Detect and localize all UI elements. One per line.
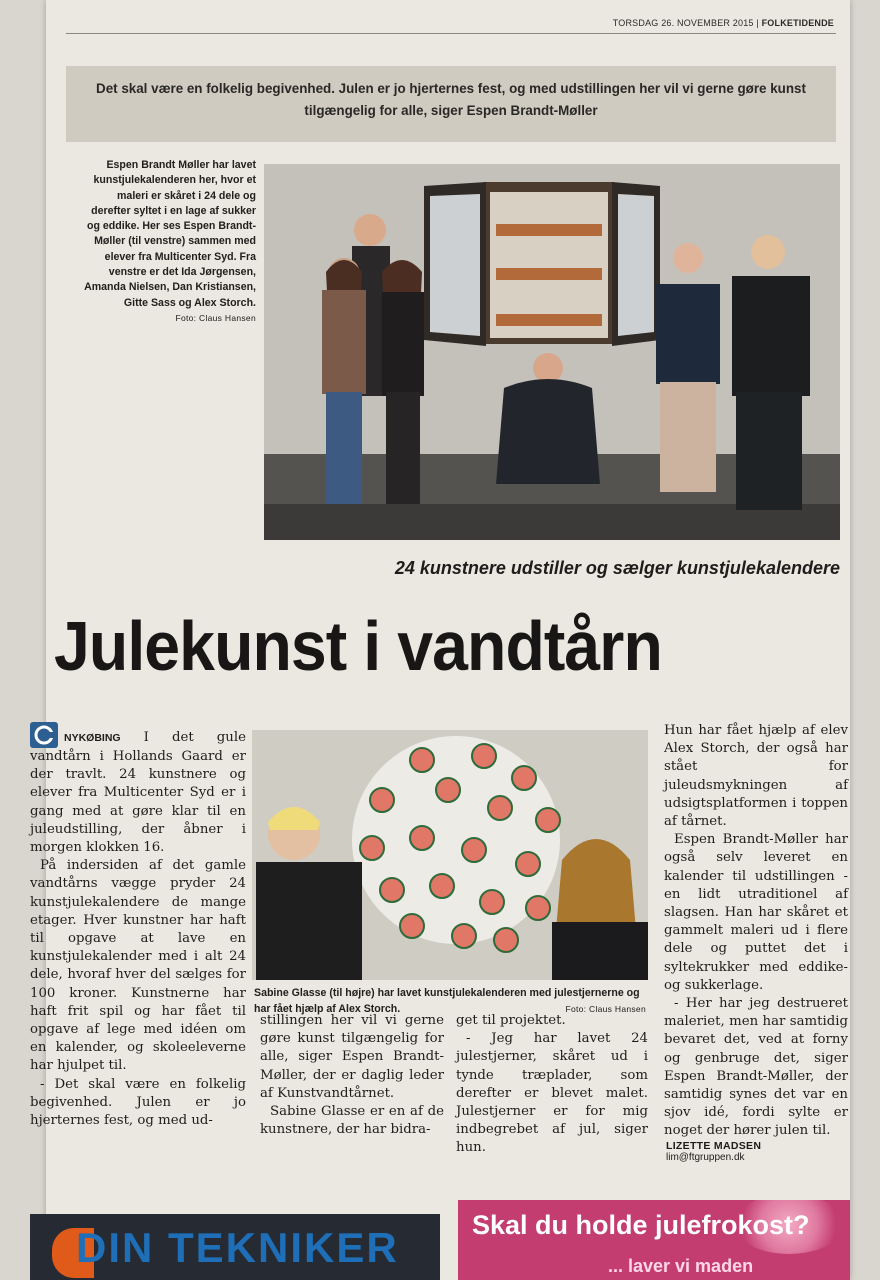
article-column-3 (456, 1012, 648, 1158)
pull-quote: Det skal være en folkelig begivenhed. Julen er jo hjerternes fest, og med udstillingen her vil vi gerne gøre kunst tilgængelig for alle, siger Espen Brandt-Møller (96, 81, 806, 118)
article-paragraph (30, 722, 246, 857)
group-photo-illustration (264, 164, 840, 540)
ad-right-subtitle: ... laver vi maden (608, 1256, 754, 1276)
article-column-2 (260, 1012, 444, 1139)
article-column-4 (664, 722, 848, 1141)
masthead-paper-name: FOLKETIDENDE (761, 18, 834, 28)
ad-left-text: DIN TEKNIKER (76, 1224, 399, 1271)
photo1-credit: Foto: Claus Hansen (175, 312, 256, 323)
subheadline: 24 kunstnere udstiller og sælger kunstjulekalendere (394, 558, 840, 578)
article-dateline: NYKØBING (64, 732, 121, 744)
photo1-caption (80, 158, 256, 326)
photo2-caption-text: Sabine Glasse (til højre) har lavet kunstjulekalenderen med julestjernerne og har fået hjælp af Alex Storch. (254, 987, 640, 1015)
newspaper-logo-icon (30, 722, 58, 748)
byline-email: lim@ftgruppen.dk (666, 1152, 745, 1163)
masthead-separator: | (756, 18, 759, 28)
article-text: I det gule vandtårn i Hollands Gaard er der travlt. 24 kunstnere og elever fra Multicenter Syd er i gang med at gøre klar til en juleudstilling, der åbner i morgen klokken 16. (30, 730, 246, 856)
article-paragraph: - Her har jeg destrueret maleriet, men har samtidig bevaret det, ved at forny og genbruge det, siger Espen Brandt-Møller, der samtidig synes det var en sjov idé, fordi sylte er noget der hører julen til. (664, 996, 848, 1139)
poinsettia-photo (252, 730, 648, 980)
article-paragraph: Espen Brandt-Møller har også selv leveret en kalender til udstillingen - en lidt utraditionel af slagsen. Han har skåret et gammelt maleri ud i flere dele og puttet det i syltekrukker med eddike- og sukkerlage. (664, 832, 848, 993)
article-paragraph: - Det skal være en folkelig begivenhed. Julen er jo hjerternes fest, og med ud- (30, 1076, 246, 1129)
article-column-1 (30, 722, 246, 1130)
article-paragraph: - Jeg har lavet 24 julestjerner, skåret ud i tynde træplader, som derefter er blevet malet. Julestjerner er for mig indbegrebet af jul, siger hun. (456, 1031, 648, 1156)
photo1-caption-text: Espen Brandt Møller har lavet kunstjulekalenderen her, hvor et maleri er skåret i 24 dele og derefter syltet i en lage af sukker og eddike. Her ses Espen Brandt-Møller (til venstre) sammen med elever fra Multicenter Syd. Fra venstre er det Ida Jørgensen, Amanda Nielsen, Dan Kristiansen, Gitte Sass og Alex Storch. (84, 159, 256, 309)
article-paragraph: stillingen her vil vi gerne gøre kunst tilgængelig for alle, siger Espen Brandt-Møller, der er daglig leder af Kunstvandtårnet. (260, 1013, 444, 1101)
article-paragraph: Hun har fået hjælp af elev Alex Storch, der også har stået for juleudsmykningen af udsigtsplatformen i toppen af tårnet. (664, 723, 848, 830)
ad-din-tekniker (30, 1214, 440, 1280)
byline-name: LIZETTE MADSEN (666, 1140, 762, 1152)
pull-quote-box (66, 66, 836, 142)
byline (666, 1140, 846, 1163)
masthead-date: TORSDAG 26. NOVEMBER 2015 (612, 18, 754, 28)
photo2-credit: Foto: Claus Hansen (565, 1003, 646, 1014)
masthead (560, 18, 840, 28)
article-paragraph: På indersiden af det gamle vandtårns vægge pryder 24 kunstjulekalendere de mange etager. Hver kunstner har haft til opgave at lave en kunstjulekalender med i alt 24 dele, hvoraf hver del sælges for 100 kroner. Kunstnerne har haft frit spil og har fået til opgave af lege med idéen om en kalender, og skoleeleverne har hjulpet til. (30, 858, 246, 1074)
ad-julefrokost (458, 1200, 850, 1280)
ad-right-title: Skal du holde julefrokost? (472, 1210, 810, 1240)
article-paragraph: get til projektet. (456, 1013, 566, 1028)
group-photo (264, 164, 840, 540)
headline: Julekunst i vandtårn (54, 607, 662, 685)
poinsettia-photo-illustration (252, 730, 648, 980)
header-rule (66, 33, 836, 34)
article-paragraph: Sabine Glasse er en af de kunstnere, der har bidra- (260, 1104, 444, 1138)
